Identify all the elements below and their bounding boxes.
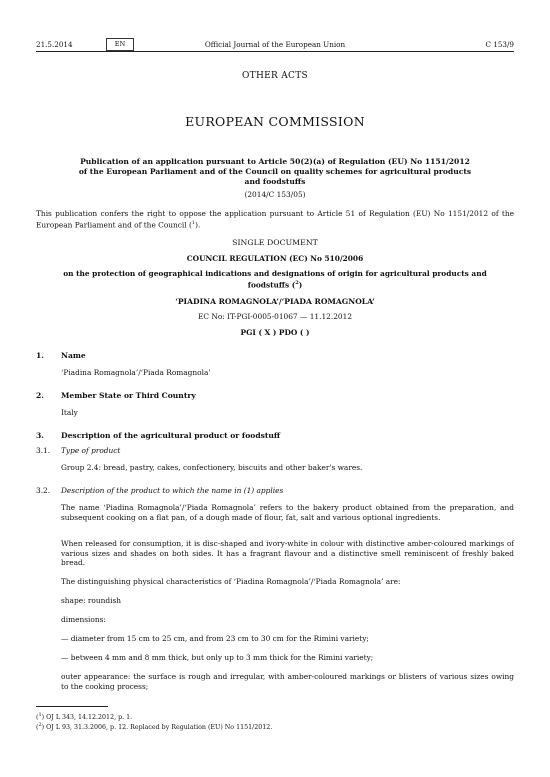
language-badge: EN (106, 38, 134, 51)
publication-reference: (2014/C 153/05) (244, 190, 306, 199)
section-3-1-text: Group 2.4: bread, pastry, cakes, confectionery, biscuits and other baker's wares. (61, 463, 363, 472)
section-3-number: 3. (36, 431, 44, 440)
page-reference: C 153/9 (485, 40, 514, 49)
section-1-text: ‘Piadina Romagnola’/‘Piada Romagnola’ (61, 368, 211, 377)
footnote-ref-1: 1 (191, 219, 196, 226)
protection-text: on the protection of geographical indications and designations of origin for agricultural products and foodstuffs (63, 269, 487, 290)
section-3-title: Description of the agricultural product or foodstuff (61, 431, 281, 440)
section-2-text: Italy (61, 408, 78, 417)
section-1-title: Name (61, 351, 86, 360)
pgi-pdo-indicator: PGI ( X ) PDO ( ) (240, 328, 310, 337)
publication-title: Publication of an application pursuant to Article 50(2)(a) of Regulation (EU) No 1151/2012 of the European Parliament and of the Council on quality schemes for agricultural products and foodstuffs (78, 157, 472, 186)
section-2-title: Member State or Third Country (61, 391, 196, 400)
footnote-2-text: OJ L 93, 31.3.2006, p. 12. Replaced by Regulation (EU) No 1151/2012. (46, 724, 273, 732)
footnote-1-mark: 1 (38, 712, 42, 718)
section-3-2-number: 3.2. (36, 486, 51, 495)
section-1-number: 1. (36, 351, 44, 360)
section-3-1-title: Type of product (61, 446, 121, 455)
section-3-2-paragraph-3: The distinguishing physical characteristics of ‘Piadina Romagnola’/‘Piada Romagnola’ are: (61, 577, 401, 586)
institution-title: EUROPEAN COMMISSION (185, 114, 365, 129)
footnote-1: ($^1$) OJ L 343, 14.12.2012, p. 1. (36, 712, 133, 722)
dimensions-line: dimensions: (61, 615, 106, 624)
ec-number: EC No: IT-PGI-0005-01067 — 11.12.2012 (197, 312, 353, 321)
product-name-heading: ‘PIADINA ROMAGNOLA’/‘PIADA ROMAGNOLA’ (175, 297, 375, 306)
dimension-thickness: — between 4 mm and 8 mm thick, but only up to 3 mm thick for the Rimini variety; (61, 653, 374, 662)
header-date: 21.5.2014 (36, 40, 73, 49)
outer-appearance-paragraph: outer appearance: the surface is rough and irregular, with amber-coloured markings or blisters of various sizes owing to the cooking process; (61, 672, 514, 691)
section-3-2-paragraph-2: When released for consumption, it is disc-shaped and ivory-white in colour with distinctive amber-coloured markings of various sizes and shades on both sides. It has a fragrant flavour and a distinctive smell reminiscent of freshly baked bread. (61, 539, 514, 568)
section-3-2-paragraph-1: The name ‘Piadina Romagnola’/‘Piada Romagnola’ refers to the bakery product obtained from the preparation, and subsequent cooking on a flat pan, of a dough made of flour, fat, salt and various optional ingredients. (61, 503, 514, 522)
header-rule (36, 51, 514, 52)
section-3-2-title: Description of the product to which the name in (1) applies (61, 486, 284, 495)
section-3-1-number: 3.1. (36, 446, 51, 455)
footnote-ref-2: 2 (295, 279, 299, 286)
section-title: OTHER ACTS (242, 71, 308, 81)
intro-paragraph: This publication confers the right to oppose the application pursuant to Article 51 of Regulation (EU) No 1151/2012 of the European Parliament and of the Council ($^1$). (36, 209, 514, 230)
footnote-1-text: OJ L 343, 14.12.2012, p. 1. (46, 714, 133, 722)
footnote-rule (36, 706, 108, 707)
section-2-number: 2. (36, 391, 44, 400)
dimension-diameter: — diameter from 15 cm to 25 cm, and from 23 cm to 30 cm for the Rimini variety; (61, 634, 369, 643)
intro-text: This publication confers the right to oppose the application pursuant to Article 51 of Regulation (EU) No 1151/2012 of the European Parliament and of the Council (36, 209, 514, 230)
protection-heading: on the protection of geographical indications and designations of origin for agricultural products and foodstuffs ($^2$) (63, 269, 487, 290)
footnote-2-mark: 2 (38, 722, 42, 728)
journal-title: Official Journal of the European Union (204, 40, 346, 49)
footnote-2: ($^2$) OJ L 93, 31.3.2006, p. 12. Replaced by Regulation (EU) No 1151/2012. (36, 722, 273, 732)
council-regulation: COUNCIL REGULATION (EC) No 510/2006 (186, 254, 364, 263)
single-document-title: SINGLE DOCUMENT (232, 238, 318, 247)
shape-line: shape: roundish (61, 596, 122, 605)
